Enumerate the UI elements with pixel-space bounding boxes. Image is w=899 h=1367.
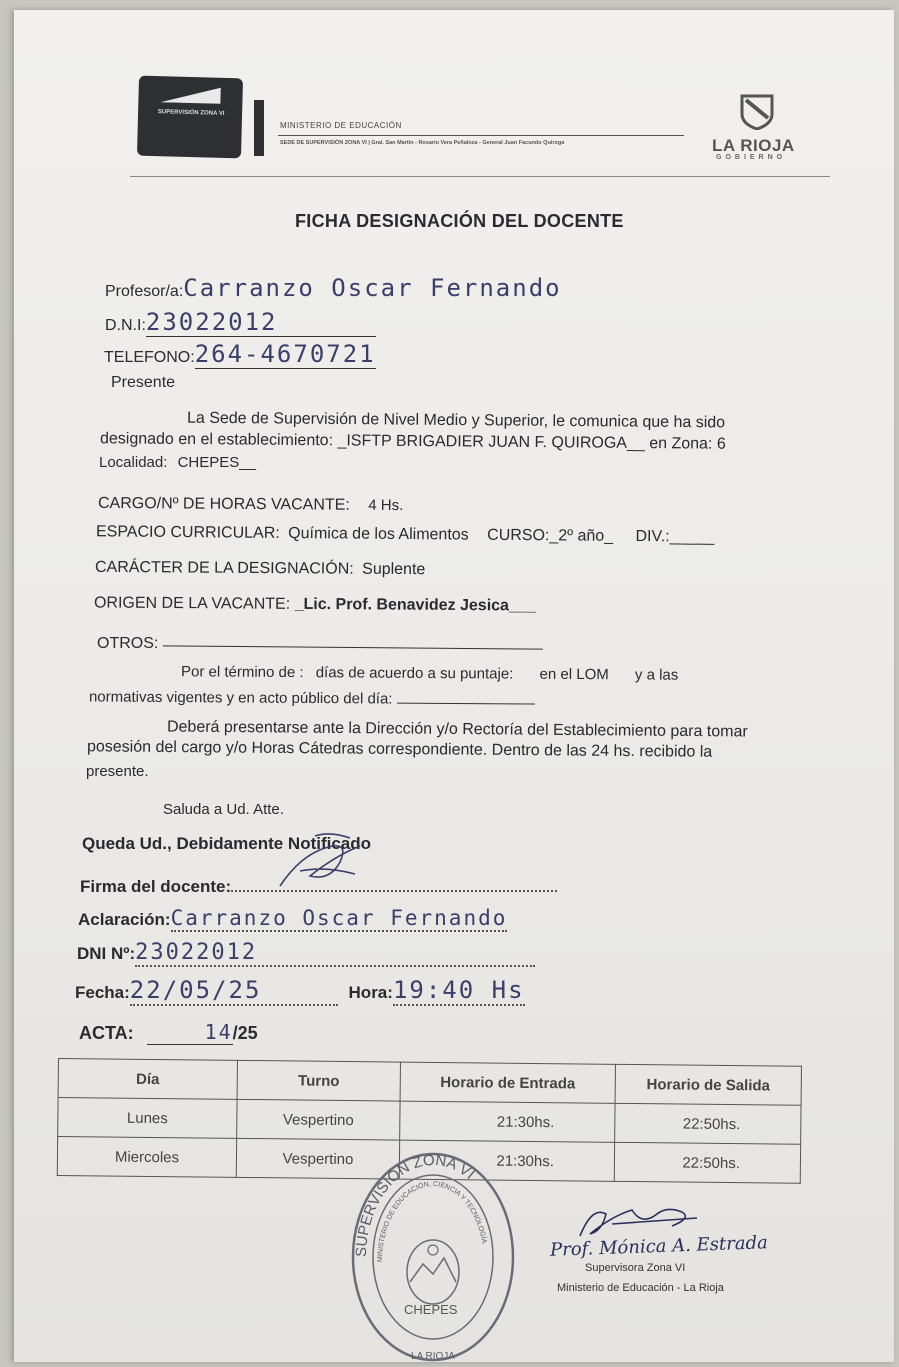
stamp-ring-top: SUPERVISIÓN ZONA VI [352,1152,478,1258]
fecha-value: 22/05/25 [130,976,338,1006]
termino-part-a: Por el término de : [180,663,304,682]
cell-entrada: 21:30hs. [399,1140,614,1181]
presente-text: Presente [111,374,176,391]
aclaracion-value: Carranzo Oscar Fernando [170,906,508,930]
cargo-value: 4 Hs. [368,496,404,515]
espacio-label: ESPACIO CURRICULAR: [95,523,280,542]
column-header-turno: Turno [237,1060,400,1101]
la-rioja-shield-icon [740,94,774,130]
otros-label: OTROS: [97,635,159,652]
termino-line-1 [181,663,678,683]
dni2-value: 23022012 [135,940,535,967]
termino-part-d: y a las [634,666,679,684]
caracter-value: Suplente [362,560,426,579]
logo-text: SUPERVISIÓN ZONA VI [157,109,225,117]
dni2-row [77,940,535,967]
cell-dia: Lunes [58,1098,237,1139]
aclaracion-label: Aclaración: [78,910,171,929]
telefono-label: TELEFONO: [104,349,195,366]
hora-value: 19:40 Hs [392,976,525,1004]
acta-row [79,1020,258,1045]
div-label: DIV.: [635,528,670,546]
document-title: FICHA DESIGNACIÓN DEL DOCENTE [295,211,624,231]
termino-part-b: días de acuerdo a su puntaje: [315,664,514,683]
espacio-value: Química de los Alimentos [288,524,469,544]
supervision-logo [137,76,243,159]
debera-line-2: posesión del cargo y/o Horas Cátedras correspondiente. Dentro de las 24 hs. recibido la [86,738,713,761]
cell-turno: Vespertino [237,1099,400,1140]
cell-salida: 22:50hs. [614,1142,800,1183]
profesor-row [105,274,562,302]
cargo-row [98,495,403,515]
column-header-entrada: Horario de Entrada [400,1062,615,1103]
termino-part-c: en el LOM [539,665,609,684]
government-name: LA RIOJA [712,136,795,155]
hora-label: Hora: [348,983,393,1002]
notificado-text: Queda Ud., Debidamente Notificado [82,834,372,853]
docente-signature-icon [270,826,380,896]
acta-label: ACTA: [79,1023,134,1043]
otros-line [163,625,543,649]
dni-row [105,308,376,337]
saluda-text: Saluda a Ud. Atte. [163,801,284,818]
profesor-value: Carranzo Oscar Fernando [183,274,562,302]
div-value: _____ [669,528,715,546]
fecha-row [75,976,525,1006]
supervisor-role: Supervisora Zona VI [585,1262,686,1274]
origen-value: _Lic. Prof. Benavidez Jesica___ [294,595,536,615]
stamp-ring-inner: MINISTERIO DE EDUCACIÓN, CIENCIA Y TECNOLOGÍA [376,1180,488,1263]
termino-line-2-text: normativas vigentes y en acto público del día: [88,688,393,708]
caracter-row [95,559,425,579]
curso-value: _2º año_ [549,527,614,545]
supervision-stamp-icon [348,1152,518,1362]
column-header-dia: Día [58,1059,237,1100]
curso-label: CURSO: [487,526,550,545]
otros-row [97,627,543,653]
dni-value: 23022012 [146,308,376,337]
ministry-name: MINISTERIO DE EDUCACIÓN [280,121,402,130]
telefono-value: 264-4670721 [194,340,376,368]
origen-row [94,594,536,615]
cell-entrada: 21:30hs. [400,1101,615,1142]
paragraph-1-line-1: La Sede de Supervisión de Nivel Medio y Superior, le comunica que ha sido [186,409,726,432]
caracter-label: CARÁCTER DE LA DESIGNACIÓN: [94,558,354,578]
firma-label: Firma del docente: [80,877,232,896]
fecha-label: Fecha: [75,983,130,1002]
acta-value: 14 [147,1020,233,1045]
svg-text:MINISTERIO DE EDUCACIÓN, CIENC [377,1180,489,1262]
localidad-value: CHEPES__ [177,454,256,471]
paragraph-1-line-2: designado en el establecimiento: _ISFTP BRIGADIER JUAN F. QUIROGA__ en Zona: 6 [99,430,726,453]
acto-publico-line [397,687,535,705]
column-header-salida: Horario de Salida [615,1064,801,1105]
supervisor-department: Ministerio de Educación - La Rioja [557,1282,724,1294]
cell-dia: Miercoles [57,1137,236,1178]
dni2-label: DNI Nº: [77,944,136,963]
stamp-bottom-text: LA RIOJA [411,1351,455,1362]
supervisor-name: Prof. Mónica A. Estrada [549,1232,769,1261]
cargo-label: CARGO/Nº DE HORAS VACANTE: [97,494,350,514]
origen-label: ORIGEN DE LA VACANTE: [93,594,291,613]
cell-turno: Vespertino [236,1138,399,1179]
header-bottom-rule [130,176,830,177]
dni-label: D.N.I: [105,317,146,334]
localidad-label: Localidad: [99,454,168,471]
profesor-label: Profesor/a: [105,283,184,300]
stamp-city: CHEPES [404,1302,458,1317]
acta-suffix: /25 [232,1023,258,1043]
sede-name: SEDE DE SUPERVISIÓN ZONA VI | Gral. San Martín - Rosario Vera Peñaloza - General Juan Facundo Quiroga [280,140,565,146]
termino-line-2 [89,684,535,708]
debera-line-1: Deberá presentarse ante la Dirección y/o Rectoría del Establecimiento para tomar [166,718,748,741]
header-divider-bar [254,100,264,156]
localidad-row [99,454,256,471]
header-rule [278,135,684,136]
svg-text:SUPERVISIÓN ZONA VI [353,1152,478,1257]
government-subtitle: GOBIERNO [716,154,787,161]
telefono-row [104,340,376,369]
aclaracion-row [78,906,507,932]
debera-line-3: presente. [86,763,149,780]
cell-salida: 22:50hs. [615,1103,801,1144]
